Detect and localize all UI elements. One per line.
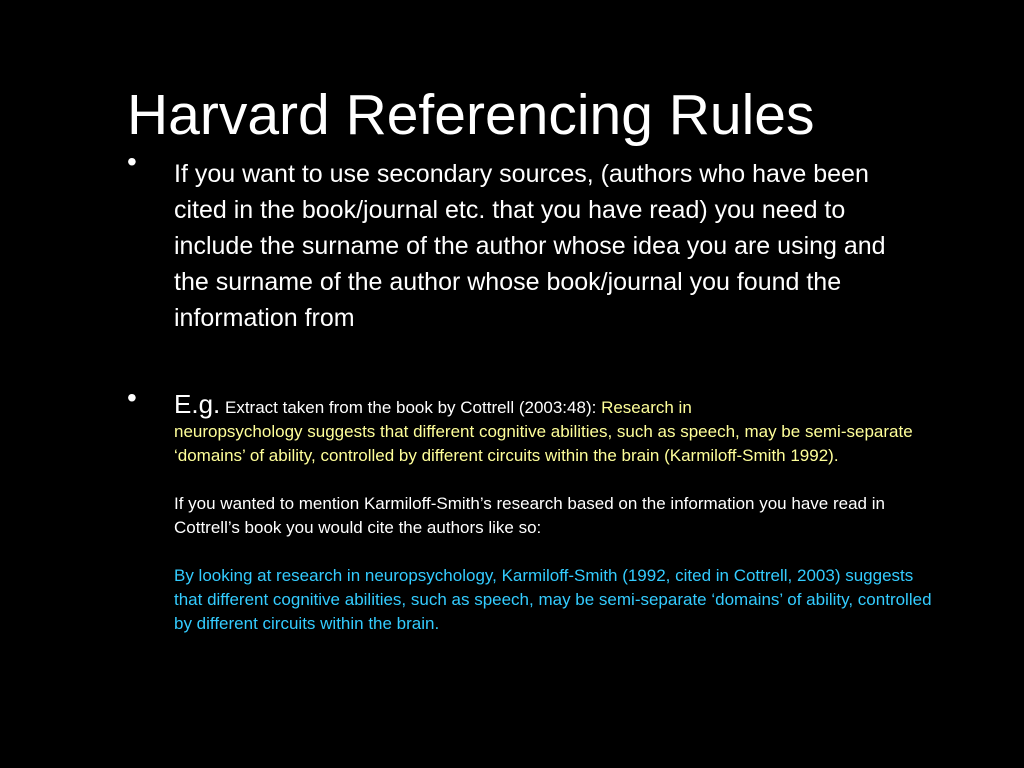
example-intro-line bbox=[174, 389, 934, 420]
explanation-text: If you wanted to mention Karmiloff-Smith’s research based on the information you have read in Cottrell’s book you would cite the authors like so: bbox=[174, 494, 885, 537]
bullet-icon: • bbox=[127, 382, 137, 413]
bullet-icon: • bbox=[127, 146, 137, 177]
slide-title: Harvard Referencing Rules bbox=[127, 83, 815, 147]
bullet-point-secondary-sources: If you want to use secondary sources, (authors who have been cited in the book/journal etc. that you have read) you need to include the surname of the author whose idea you are using and the surname of the author whose book/journal you found the information from bbox=[174, 160, 886, 332]
example-label: E.g. bbox=[174, 389, 221, 419]
quote-text: neuropsychology suggests that different cognitive abilities, such as speech, may be semi-separate ‘domains’ of ability, controlled by different circuits within the brain (Karmiloff-Smith 1992). bbox=[174, 422, 913, 465]
bullet-point-example bbox=[174, 389, 934, 636]
extract-intro: Extract taken from the book by Cottrell (2003:48): bbox=[224, 398, 597, 417]
example-citation: By looking at research in neuropsychology, Karmiloff-Smith (1992, cited in Cottrell, 2003) suggests that different cognitive abilities, such as speech, may be semi-separate ‘domains’ of ability, controlled by different circuits within the brain. bbox=[174, 566, 932, 633]
quote-start: Research in bbox=[601, 398, 692, 417]
